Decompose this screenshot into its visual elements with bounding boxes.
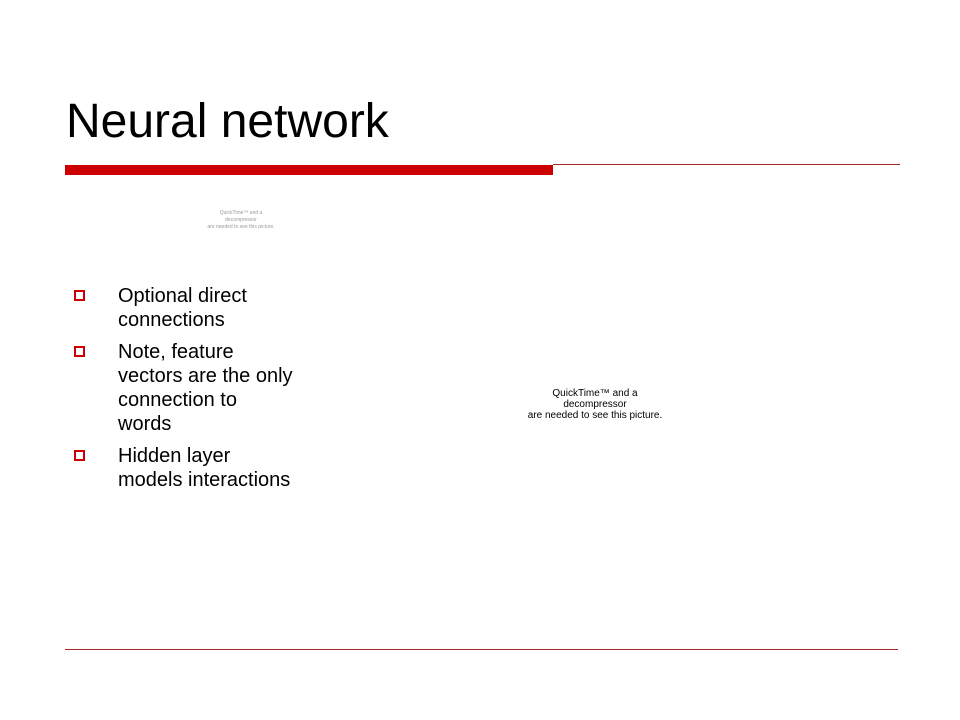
bullet-item [72,444,332,492]
slide-title: Neural network [66,95,389,148]
title-rule-line [553,164,900,165]
bullet-list [72,284,332,500]
placeholder-line: QuickTime™ and a [552,388,638,399]
quicktime-placeholder-small [196,210,286,231]
placeholder-line: decompressor [225,217,257,223]
hollow-square-bullet-icon [74,346,85,357]
bullet-item [72,284,332,332]
hollow-square-bullet-icon [74,290,85,301]
bullet-item [72,340,332,436]
bullet-text: Note, feature vectors are the only connection to words [118,341,293,435]
placeholder-line: QuickTime™ and a [219,210,263,216]
bullet-text: Optional direct connections [118,285,247,331]
quicktime-placeholder-large [510,388,680,421]
placeholder-line: are needed to see this picture. [527,410,663,421]
hollow-square-bullet-icon [74,450,85,461]
bullet-text: Hidden layer models interactions [118,445,291,491]
footer-rule-line [65,649,898,650]
placeholder-line: decompressor [563,399,627,410]
title-accent-bar [65,165,553,175]
placeholder-line: are needed to see this picture. [207,224,275,230]
